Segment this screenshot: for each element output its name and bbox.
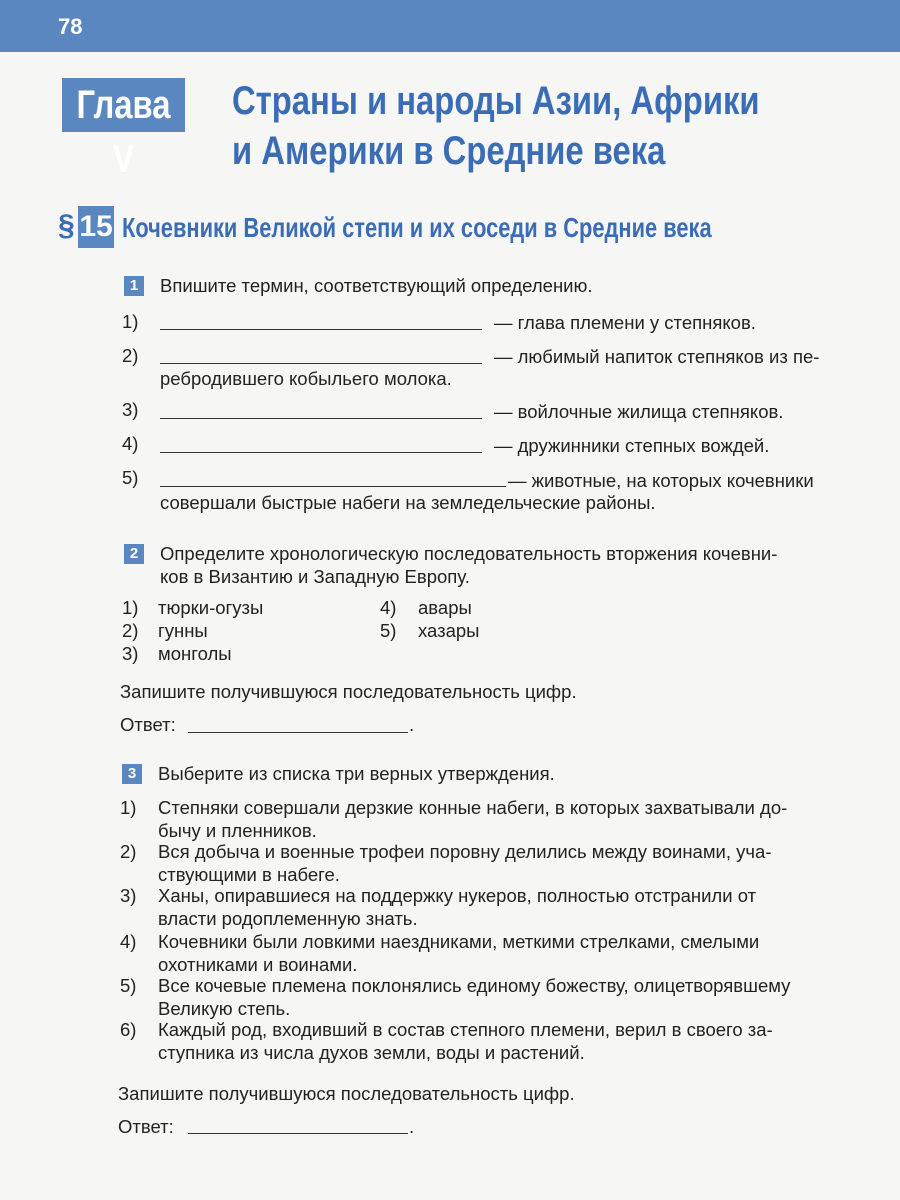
task-2-option-3: монголы <box>158 643 232 664</box>
task-1-item-4-num: 4) <box>122 433 139 454</box>
task-2-prompt-line1: Определите хронологическую последовательность вторжения кочевни- <box>160 543 778 564</box>
task-1-item-2-num: 2) <box>122 345 139 366</box>
task-1-answer-4-field[interactable] <box>160 452 482 453</box>
task-2-prompt-line2: ков в Византию и Западную Европу. <box>160 566 470 587</box>
task-3-item-6-line2: ступника из числа духов земли, воды и растений. <box>158 1042 585 1063</box>
task-2-option-3-num: 3) <box>122 643 139 664</box>
task-2-answer-label: Ответ: <box>120 714 176 735</box>
task-1-item-1-text: — глава племени у степняков. <box>494 312 756 333</box>
task-3-answer-label: Ответ: <box>118 1116 174 1137</box>
task-1-answer-5-field[interactable] <box>160 486 506 487</box>
task-1-answer-2-field[interactable] <box>160 363 482 364</box>
task-1-answer-3-field[interactable] <box>160 418 482 419</box>
task-3-item-1-line1: Степняки совершали дерзкие конные набеги, в которых захватывали до- <box>158 797 788 818</box>
task-3-answer-end: . <box>409 1116 415 1137</box>
task-2-option-4: авары <box>418 597 472 618</box>
task-2-option-2-num: 2) <box>122 620 139 641</box>
task-2-option-1-num: 1) <box>122 597 139 618</box>
chapter-title-line1: Страны и народы Азии, Африки <box>232 79 760 123</box>
task-2-option-2: гунны <box>158 620 208 641</box>
task-2-answer-field[interactable] <box>188 732 408 733</box>
task-3-item-5-line1: Все кочевые племена поклонялись единому божеству, олицетворявшему <box>158 975 791 996</box>
paragraph-mark: § <box>58 209 75 242</box>
task-1-item-1-num: 1) <box>122 311 139 332</box>
task-1-item-5-cont: совершали быстрые набеги на земледельческие районы. <box>160 492 656 513</box>
task-2-number: 2 <box>124 544 144 564</box>
task-2-option-5-num: 5) <box>380 620 397 641</box>
task-3-answer-field[interactable] <box>188 1133 408 1134</box>
task-1-prompt: Впишите термин, соответствующий определению. <box>160 275 593 296</box>
task-2-option-1: тюрки-огузы <box>158 597 264 618</box>
task-1-item-4-text: — дружинники степных вождей. <box>494 435 770 456</box>
task-3-item-1-line2: бычу и пленников. <box>158 820 317 841</box>
chapter-title <box>232 76 760 176</box>
task-3-item-4-line1: Кочевники были ловкими наездниками, меткими стрелками, смелыми <box>158 931 760 952</box>
task-3-item-4-line2: охотниками и воинами. <box>158 954 358 975</box>
task-3-item-3-num: 3) <box>120 885 137 906</box>
task-1-answer-1-field[interactable] <box>160 329 482 330</box>
task-3-item-3-line2: власти родоплеменную знать. <box>158 908 418 929</box>
task-3-item-4-num: 4) <box>120 931 137 952</box>
task-1-item-5-num: 5) <box>122 467 139 488</box>
task-3-item-6-line1: Каждый род, входивший в состав степного племени, верил в своего за- <box>158 1019 773 1040</box>
task-1-number: 1 <box>124 276 144 296</box>
page-number: 78 <box>58 14 83 39</box>
task-3-number: 3 <box>122 764 142 784</box>
task-3-item-2-num: 2) <box>120 841 137 862</box>
task-3-item-1-num: 1) <box>120 797 137 818</box>
task-2-answer-end: . <box>409 714 415 735</box>
chapter-title-line2: и Америки в Средние века <box>232 129 666 173</box>
task-3-item-5-num: 5) <box>120 975 137 996</box>
task-1-item-2-text: — любимый напиток степняков из пе- <box>494 346 820 367</box>
paragraph-title: Кочевники Великой степи и их соседи в Средние века <box>122 212 712 243</box>
task-3-item-3-line1: Ханы, опиравшиеся на поддержку нукеров, полностью отстранили от <box>158 885 757 906</box>
task-2-option-5: хазары <box>418 620 480 641</box>
chapter-label: Глава V <box>62 78 185 132</box>
paragraph-number: 15 <box>78 206 114 248</box>
task-2-instruction: Запишите получившуюся последовательность цифр. <box>120 681 577 702</box>
task-2-option-4-num: 4) <box>380 597 397 618</box>
task-3-prompt: Выберите из списка три верных утверждения. <box>158 763 555 784</box>
task-3-item-2-line2: ствующими в набеге. <box>158 864 340 885</box>
task-3-item-2-line1: Вся добыча и военные трофеи поровну делились между воинами, уча- <box>158 841 772 862</box>
task-3-item-5-line2: Великую степь. <box>158 998 291 1019</box>
task-3-item-6-num: 6) <box>120 1019 137 1040</box>
task-3-instruction: Запишите получившуюся последовательность цифр. <box>118 1083 575 1104</box>
page-header-bar <box>0 0 900 52</box>
task-1-item-3-num: 3) <box>122 399 139 420</box>
task-1-item-5-text: — животные, на которых кочевники <box>508 470 814 491</box>
task-1-item-2-cont: ребродившего кобыльего молока. <box>160 368 452 389</box>
task-1-item-3-text: — войлочные жилища степняков. <box>494 401 784 422</box>
